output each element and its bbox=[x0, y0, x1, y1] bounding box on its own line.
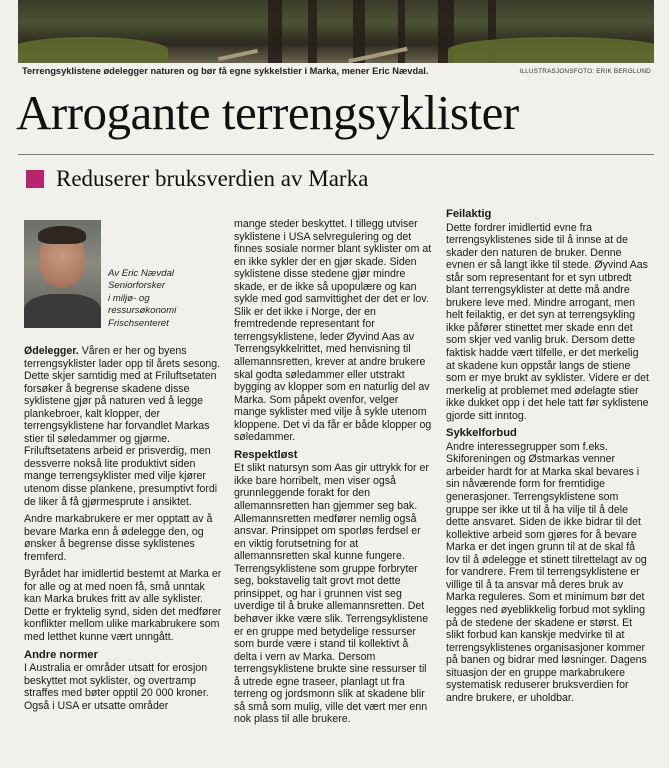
section-heading: Feilaktig bbox=[446, 208, 492, 220]
lead-word: Ødelegger. bbox=[24, 345, 79, 357]
article-headline: Arrogante terrengsyklister bbox=[16, 85, 519, 140]
photo-credit: ILLUSTRASJONSFOTO: ERIK BERGLUND bbox=[519, 68, 651, 75]
subheadline-marker bbox=[26, 170, 44, 188]
paragraph bbox=[24, 345, 222, 508]
section-heading: Sykkelforbud bbox=[446, 427, 517, 440]
paragraph: Dette fordrer imidlertid evne fra terrengsyklistenes side til å innse at de skader den naturen de bruker. Denne evnen er så langt ikke til stede. Øyvind Aas står som representant for et syn utbredt blant terrengsyklister at dette må andre brukere leve med. Mindre arrogant, men helt feilaktig, er det syn at terrengsykling ikke påfører stinettet mer skade enn det som skjer ved vanlig bruk. Dersom dette faktisk hadde vært tilfelle, er det merkelig at skadene kun oppstår langs de stiene som er mye brukt av syklister. Videre er det merkelig at problemet med ødelagte stier ikke dukket opp i det hele tatt før syklistene gjorde sitt inntog. bbox=[446, 221, 649, 422]
paragraph: Andre markabrukere er mer opptatt av å bevare Marka enn å ødelegge den, og ønsker å begrense disse syklistenes fremferd. bbox=[24, 513, 213, 563]
paragraph: Et slikt natursyn som Aas gir uttrykk for er ikke bare horribelt, men viser også grunnleggende forakt for den allemannsretten han gjemmer seg bak. Allemannsretten medfører nemlig også ansvar. Prinsippet om sporløs ferdsel er en viktig forutsetning for at allemannsretten skal kunne fungere. Terrengsyklistene som gruppe forbryter seg, bokstavelig talt grovt mot dette prinsippet, og har i grunnen vist seg uverdige til å bruke allemannsretten. Det behøver ikke være slik. Terrengsyklistene er en gruppe med betydelige ressurser som burde være i stand til kollektivt å delta i vern av Marka. Dersom terrengsyklistene brukte sine ressurser til å utrede egne traseer, planlagt ut fra terreng og jordsmonn slik at skadene blir så små som mulig, ville det vært mer enn nok plass til alle brukere. bbox=[234, 462, 429, 726]
headline-divider bbox=[18, 154, 654, 155]
byline-title-line: i miljø- og bbox=[108, 292, 150, 304]
paragraph: Byrådet har imidlertid bestemt at Marka er for alle og at med noen få, små unntak kan Marka brukes fritt av alle syklister. Dette er fryktelig synd, siden det medfører konflikter mellom ulike markabrukere som med letthet kunne vært unngått. bbox=[24, 568, 222, 644]
paragraph: I Australia er områder utsatt for erosjon beskyttet mot syklister, og overtramp straffes med bøter opptil 20 000 kroner. Også i USA er utsatte områder bbox=[24, 662, 209, 712]
article-column-1 bbox=[24, 345, 222, 717]
section-heading: Andre normer bbox=[24, 648, 98, 661]
author-photo bbox=[24, 220, 101, 328]
byline-title-line: ressursøkonomi bbox=[108, 305, 177, 317]
byline-title-line: Frischsenteret bbox=[108, 317, 169, 329]
section-heading: Respektløst bbox=[234, 448, 298, 461]
article-subheadline: Reduserer bruksverdien av Marka bbox=[56, 166, 369, 191]
byline-author: Av Eric Nævdal bbox=[108, 268, 174, 279]
article-column-2 bbox=[234, 218, 433, 731]
paragraph-text: Våren er her og byens terrengsyklister lader opp til årets sesong. Dette skjer samtidig med at Friluftsetaten forsøker å begrense skadene disse syklistene gjør på naturen ved å legge plankebroer, kalt klopper, der terrengsyklistene har forvandlet Markas stier til søledammer og gjørme. Friluftsetatens arbeid er prisverdig, men dessverre nokså lite produktivt siden mange terrengsyklister med vilje kjører utenom disse plankene, presumptivt fordi de liker å få gjørmesprute i ansiktet. bbox=[24, 345, 221, 508]
photo-caption: Terrengsyklistene ødelegger naturen og bør få egne sykkelstier i Marka, mener Eric Nævdal. bbox=[22, 66, 429, 76]
paragraph: mange steder beskyttet. I tillegg utviser syklistene i USA selvregulering og det finnes sosiale normer blant syklister om at en ikke sykler der en gjør skade. Siden syklistene disse stedene gjør mindre skade, er de ikke så upopulære og kan sykle med god samvittighet der det er lov. Slik er det ikke i Norge, der en fremtredende representant for terrengsyklistene, leder Øyvind Aas av Terrengsykkelrittet, med henvisning til allemannsretten, krever at andre brukere skal godta søledammer eller utstrakt bygging av klopper som en naturlig del av Marka. Som påpekt ovenfor, velger mange syklister med vilje å sykle utenom kloppene. Det vi da får er både klopper og søledammer. bbox=[234, 218, 432, 444]
byline-title-line: Seniorforsker bbox=[108, 280, 166, 292]
byline bbox=[108, 268, 224, 330]
paragraph: Andre interessegrupper som f.eks. Skiforeningen og Østmarkas venner arbeider hardt for at Marka skal bevares i sin nåværende form for fremtidige generasjoner. Terrengsyklistene som gruppe ser ikke ut til å ha vilje til å dele dette ansvaret. Siden de ikke bidrar til det kollektive arbeid som gjøres for å bevare Marka er det ingen grunn til at de skal få lov til å ødelegge et stinett tilrettelagt av og for vandrere. Frem til terrengsyklistene er villige til å ta ansvar må deres bruk av Marka reguleres. Som et minimum bør det legges ned øyeblikkelig forbud mot sykling på de stedene der skadene er størst. Et slikt forbud kan kanskje medvirke til at terrengsyklistenes organisasjoner kommer på banen og bidrar med løsninger. Dagens situasjon der en gruppe markabrukere systematisk reduserer bruksverdien for andre brukere, er uholdbar. bbox=[446, 440, 647, 704]
article-column-3 bbox=[446, 204, 650, 709]
article-photo bbox=[18, 0, 654, 63]
